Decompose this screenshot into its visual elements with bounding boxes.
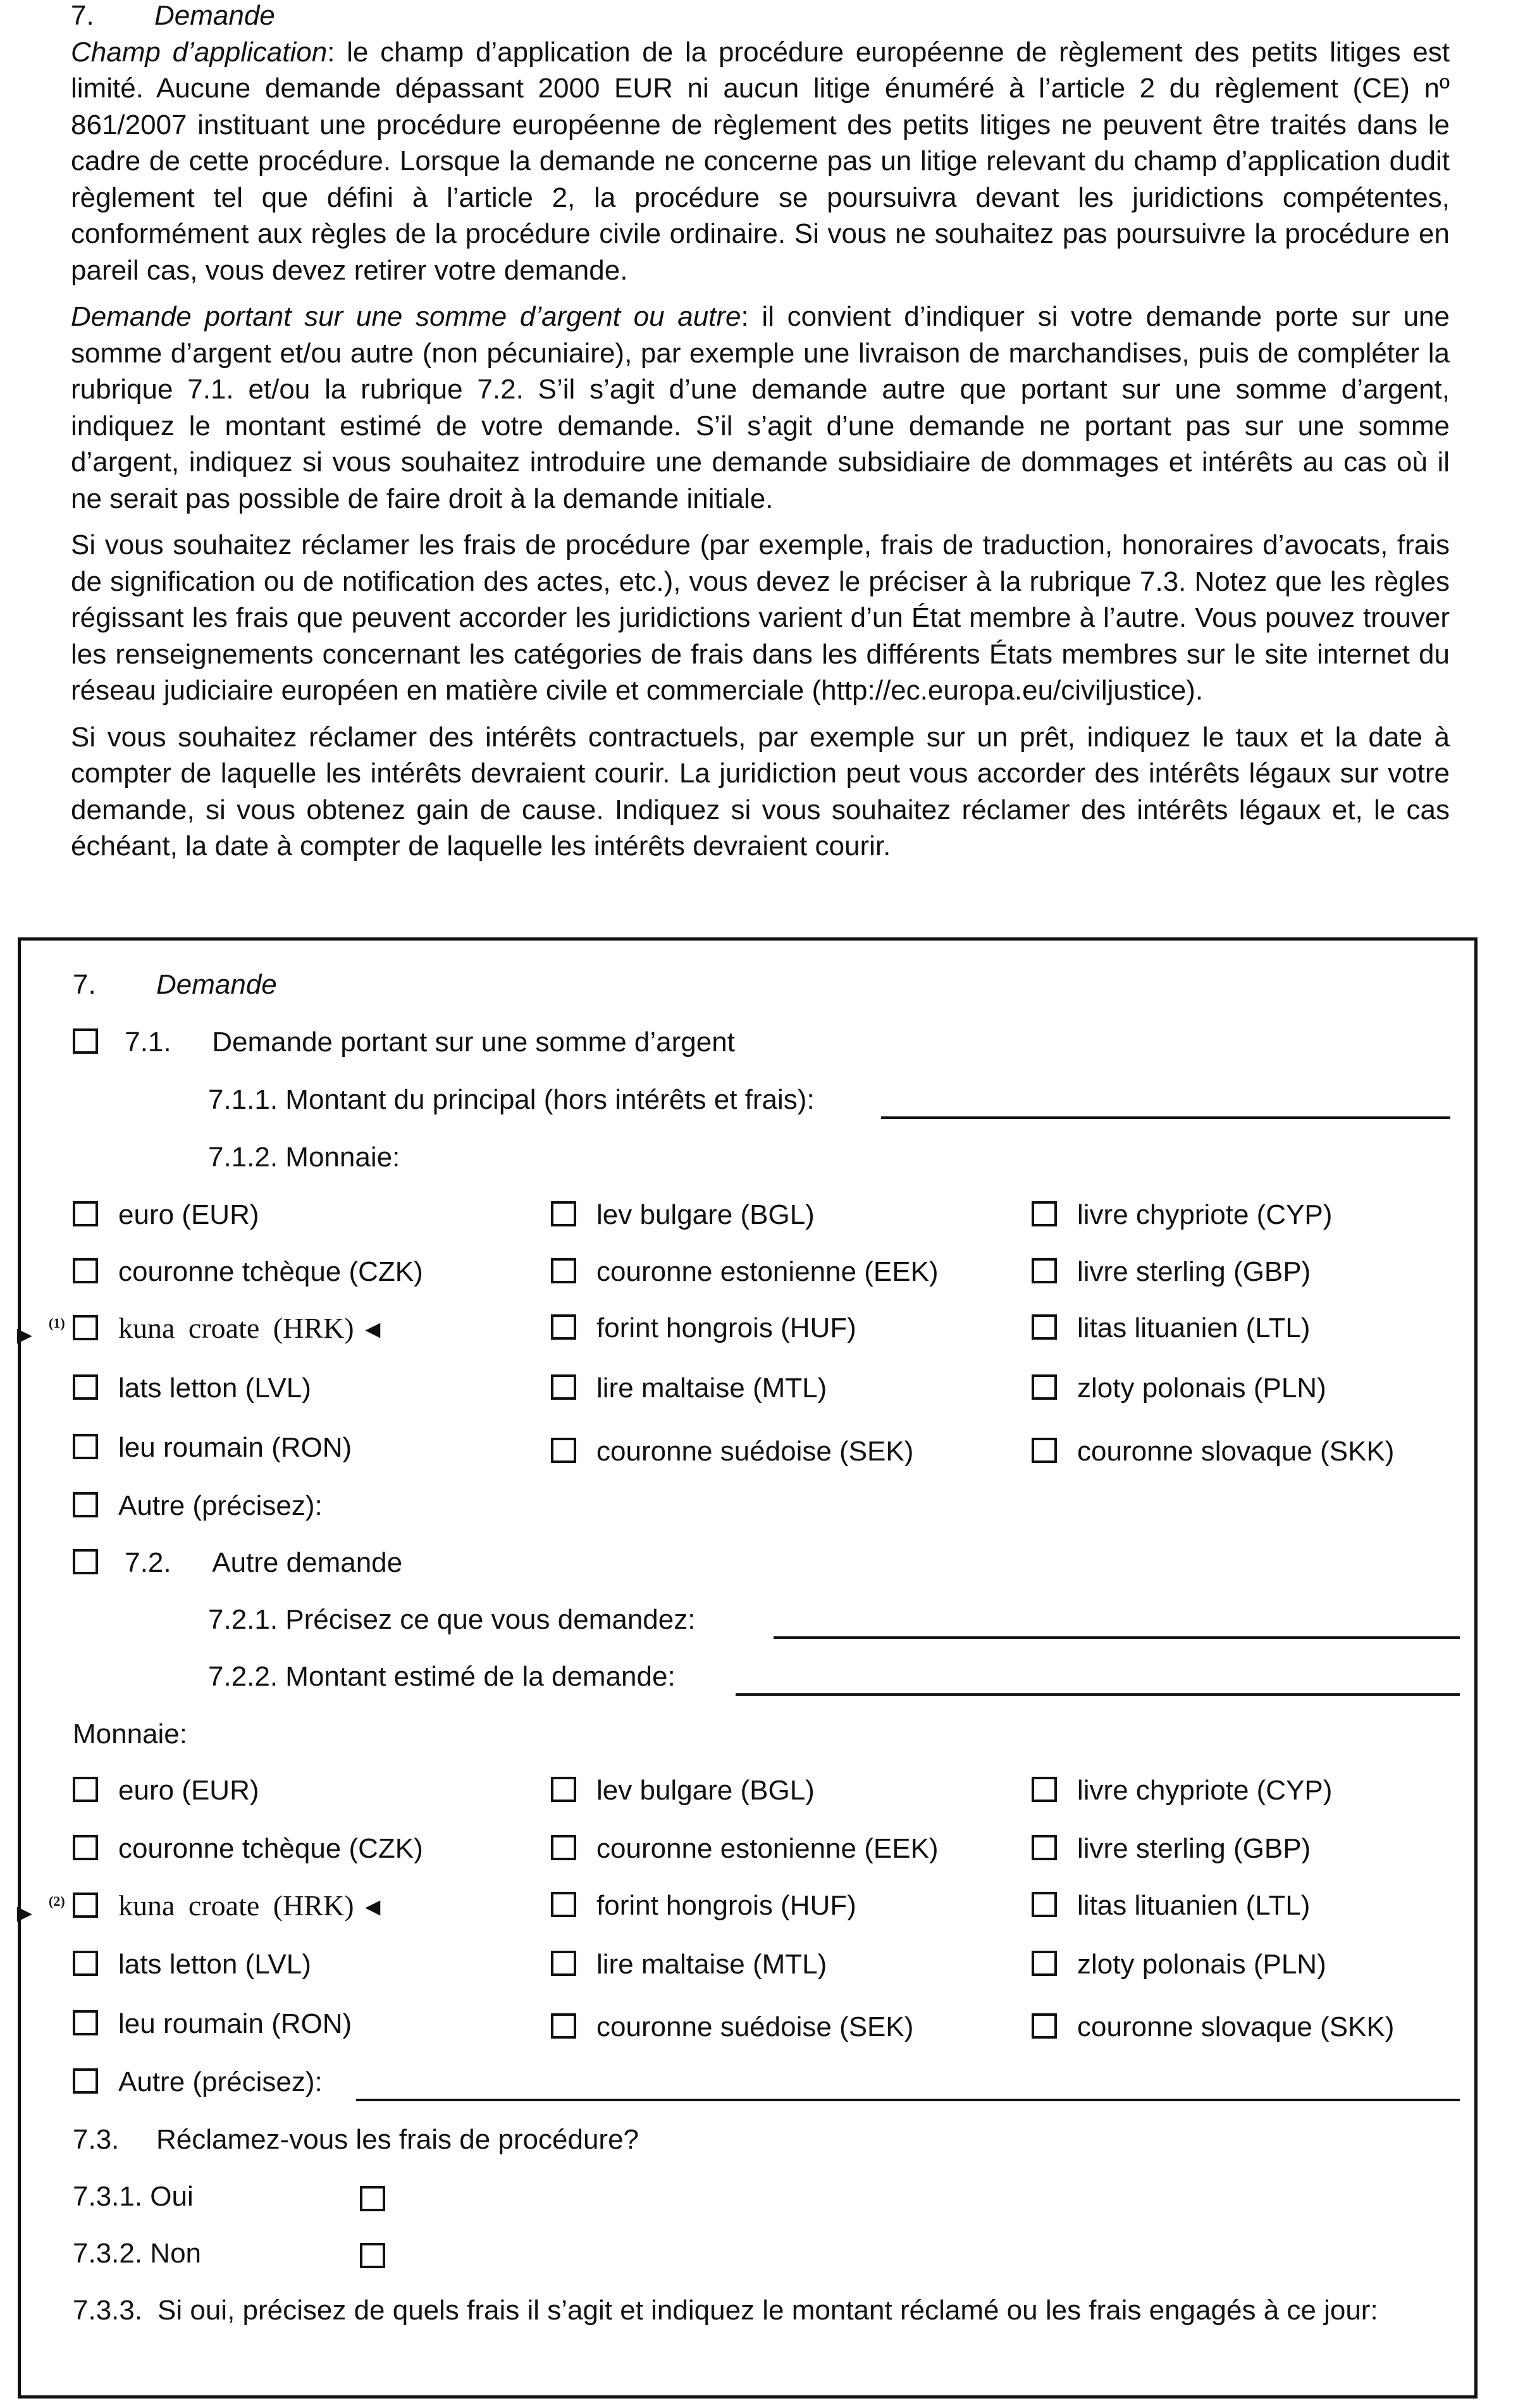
costs-yes-label: 7.3.1. Oui [73,2181,194,2212]
insert-start-arrow-icon: ► [12,1899,37,1927]
checkbox-hrk-1[interactable] [73,1315,98,1340]
checkbox-bgl-1[interactable] [551,1201,576,1226]
checkbox-7-2[interactable] [73,1549,98,1574]
checkbox-sek-1[interactable] [551,1438,576,1463]
currency-option: livre chypriote (CYP) [1032,1196,1332,1234]
currency-option: zloty polonais (PLN) [1032,1946,1326,1984]
section-7-2-number: 7.2. [125,1547,171,1578]
scope-paragraph [71,34,1450,289]
currency-label-7-2: Monnaie: [73,1719,188,1750]
checkbox-ron-2[interactable] [73,2010,98,2035]
checkbox-skk-2[interactable] [1032,2013,1057,2039]
checkbox-eur-2[interactable] [73,1777,98,1802]
form-section-heading [73,966,277,1004]
other-claim-label: 7.2.1. Précisez ce que vous demandez: [208,1604,696,1635]
section-7-3-3-number: 7.3.3. [73,2295,143,2326]
scope-text: : le champ d’application de la procédure européenne de règlement des petits litiges est limité. Aucune demande dépassant 2000 EUR ni aucun litige énuméré à l’article 2 du règlement (CE) nº 861/2007 instituant une procédure européenne de règlement des petits litiges ne peuvent être traités dans le cadre de cette procédure. Lorsque la demande ne concerne pas un litige relevant du champ d’application dudit règlement tel que défini à l’article 2, la procédure se poursuivra devant les juridictions compétentes, conformément aux règles de la procédure civile ordinaire. Si vous ne souhaitez pas poursuivre la procédure en pareil cas, vous devez retirer votre demande. [71,36,1450,286]
checkbox-eek-2[interactable] [551,1835,576,1860]
section-7-1-label: Demande portant sur une somme d’argent [212,1027,735,1058]
checkbox-ron-1[interactable] [73,1434,98,1459]
checkbox-costs-no[interactable] [360,2243,385,2268]
currency-option: forint hongrois (HUF) [551,1309,856,1347]
checkbox-lvl-1[interactable] [73,1374,98,1400]
checkbox-mtl-1[interactable] [551,1374,576,1400]
form-section-title: Demande [156,969,277,1000]
currency-option: couronne suédoise (SEK) [551,2008,913,2046]
currency-option: livre sterling (GBP) [1032,1830,1311,1868]
section-7-3-3-text: Si oui, précisez de quels frais il s’agit et indiquez le montant réclamé ou les frais engagés à ce jour: [157,2295,1378,2326]
claim-type-label: Demande portant sur une somme d’argent ou autre [71,301,741,332]
checkbox-other-1[interactable] [73,1492,98,1517]
currency-option: lev bulgare (BGL) [551,1772,815,1810]
currency-option: couronne estonienne (EEK) [551,1830,939,1868]
currency-option: kuna croate (HRK) ◄ [73,1887,385,1925]
footnote-ref-1: (1) [49,1315,65,1331]
currency-option: zloty polonais (PLN) [1032,1369,1326,1407]
currency-option: kuna croate (HRK) ◄ [73,1309,385,1347]
principal-amount-label: 7.1.1. Montant du principal (hors intérêts et frais): [208,1084,815,1115]
checkbox-skk-1[interactable] [1032,1438,1057,1463]
currency-option: couronne slovaque (SKK) [1032,2008,1394,2046]
currency-option: livre sterling (GBP) [1032,1253,1311,1291]
checkbox-gbp-2[interactable] [1032,1835,1057,1860]
currency-option: couronne tchèque (CZK) [73,1830,423,1868]
currency-option: litas lituanien (LTL) [1032,1309,1310,1347]
checkbox-pln-2[interactable] [1032,1951,1057,1976]
principal-amount-field[interactable] [881,1116,1450,1119]
checkbox-sek-2[interactable] [551,2013,576,2039]
checkbox-7-1[interactable] [73,1028,98,1054]
checkbox-other-2[interactable] [73,2068,98,2094]
other-currency-option: Autre (précisez): [73,2063,323,2101]
currency-option: lats letton (LVL) [73,1946,311,1984]
footnote-ref-2: (2) [49,1893,65,1909]
section-number: 7. [71,0,94,31]
checkbox-eur-1[interactable] [73,1201,98,1226]
checkbox-mtl-2[interactable] [551,1951,576,1976]
currency-option: livre chypriote (CYP) [1032,1772,1332,1810]
currency-option: couronne suédoise (SEK) [551,1433,913,1471]
explanatory-notes [71,0,1450,875]
currency-option: euro (EUR) [73,1196,259,1234]
currency-option: couronne slovaque (SKK) [1032,1433,1394,1471]
currency-option: couronne estonienne (EEK) [551,1253,939,1291]
checkbox-gbp-1[interactable] [1032,1258,1057,1283]
currency-option: lev bulgare (BGL) [551,1196,815,1234]
section-7-3-number: 7.3. [73,2124,120,2155]
section-7-1 [73,1023,735,1061]
checkbox-bgl-2[interactable] [551,1777,576,1802]
section-7-2 [73,1544,402,1582]
currency-option: couronne tchèque (CZK) [73,1253,423,1291]
checkbox-pln-1[interactable] [1032,1374,1057,1400]
checkbox-ltl-1[interactable] [1032,1314,1057,1340]
currency-option: leu roumain (RON) [73,2005,352,2043]
currency-option: euro (EUR) [73,1772,259,1810]
scope-label: Champ d’application [71,36,328,68]
checkbox-czk-2[interactable] [73,1835,98,1860]
section-7-3-label: Réclamez-vous les frais de procédure? [156,2124,639,2155]
other-claim-field[interactable] [774,1636,1460,1639]
claim-type-text: : il convient d’indiquer si votre demande porte sur une somme d’argent et/ou autre (non pécuniaire), par exemple une livraison de marchandises, puis de compléter la rubrique 7.1. et/ou la rubrique 7.2. S’il s’agit d’une demande autre que portant sur une somme d’argent, indiquez le montant estimé de votre demande. S’il s’agit d’une demande ne portant pas sur une somme d’argent, indiquez si vous souhaitez introduire une demande subsidiaire de dommages et intérêts au cas où il ne serait pas possible de faire droit à la demande initiale. [71,301,1450,514]
section-title: Demande [154,0,275,31]
insert-end-arrow-icon: ◄ [360,1893,386,1921]
checkbox-huf-2[interactable] [551,1892,576,1917]
currency-label-7-1-2: 7.1.2. Monnaie: [208,1142,400,1173]
costs-no-label: 7.3.2. Non [73,2238,202,2269]
section-7-2-label: Autre demande [212,1547,403,1578]
checkbox-cyp-1[interactable] [1032,1201,1057,1226]
checkbox-cyp-2[interactable] [1032,1777,1057,1802]
currency-option: forint hongrois (HUF) [551,1887,856,1925]
estimated-amount-field[interactable] [736,1693,1460,1696]
section-7-1-number: 7.1. [125,1027,171,1058]
currency-option: litas lituanien (LTL) [1032,1887,1310,1925]
currency-option: lats letton (LVL) [73,1369,311,1407]
insert-start-arrow-icon: ► [12,1321,37,1349]
currency-option: lire maltaise (MTL) [551,1946,827,1984]
checkbox-huf-1[interactable] [551,1314,576,1340]
checkbox-czk-1[interactable] [73,1258,98,1283]
insert-end-arrow-icon: ◄ [360,1316,386,1343]
claim-type-paragraph [71,299,1450,517]
section-heading [71,0,1450,34]
checkbox-eek-1[interactable] [551,1258,576,1283]
checkbox-costs-yes[interactable] [360,2186,385,2211]
interest-paragraph: Si vous souhaitez réclamer des intérêts contractuels, par exemple sur un prêt, indiquez le taux et la date à compter de laquelle les intérêts devraient courir. La juridiction peut vous accorder des intérêts légaux sur votre demande, si vous obtenez gain de cause. Indiquez si vous souhaitez réclamer des intérêts légaux et, le cas échéant, la date à compter de laquelle les intérêts devraient courir. [71,721,1450,861]
checkbox-lvl-2[interactable] [73,1951,98,1976]
form-section-number: 7. [73,969,96,1000]
checkbox-hrk-2[interactable] [73,1892,98,1918]
other-currency-option: Autre (précisez): [73,1487,323,1525]
currency-option: lire maltaise (MTL) [551,1369,827,1407]
currency-option: leu roumain (RON) [73,1429,352,1467]
claim-form-box [12,937,1478,2399]
costs-paragraph: Si vous souhaitez réclamer les frais de procédure (par exemple, frais de traduction, honoraires d’avocats, frais de signification ou de notification des actes, etc.), vous devez le préciser à la rubrique 7.3. Notez que les règles régissant les frais que peuvent accorder les juridictions varient d’un État membre à l’autre. Vous pouvez trouver les renseignements concernant les catégories de frais dans les différents États membres sur le site internet du réseau judiciaire européen en matière civile et commerciale (http://ec.europa.eu/civiljustice). [71,529,1450,706]
estimated-amount-label: 7.2.2. Montant estimé de la demande: [208,1661,676,1692]
costs-details [73,2293,1464,2328]
other-currency-field[interactable] [356,2099,1460,2101]
section-7-3 [73,2121,639,2159]
checkbox-ltl-2[interactable] [1032,1892,1057,1917]
